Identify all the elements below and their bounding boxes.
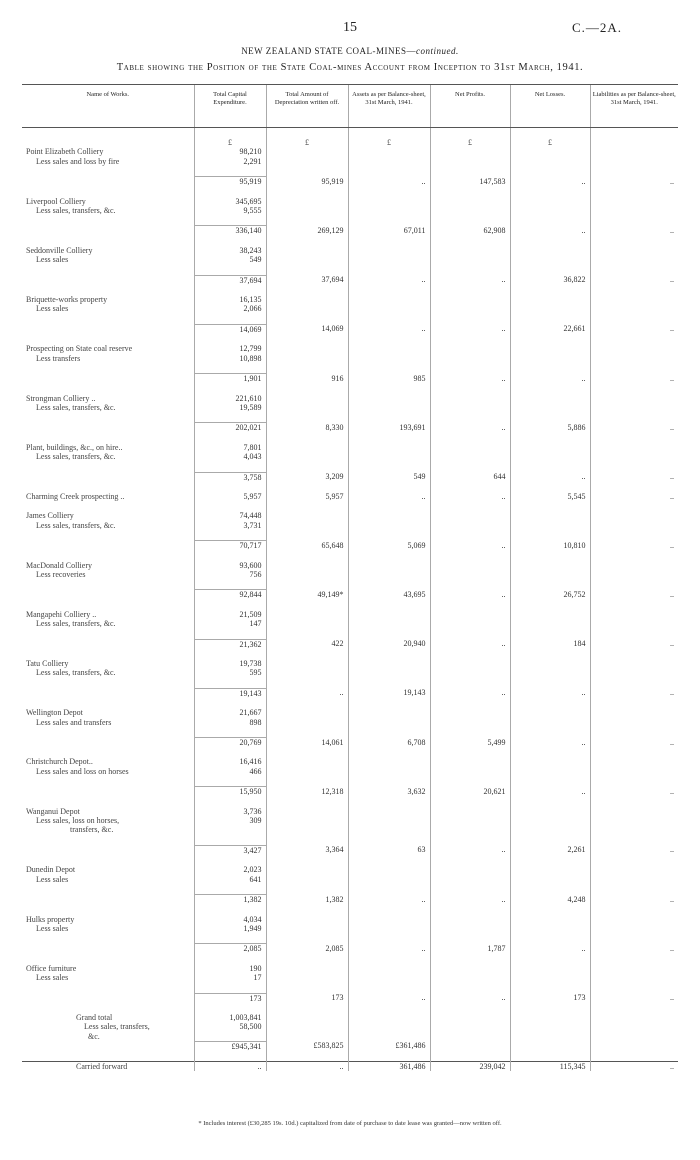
liability-value: .. (590, 688, 678, 698)
capital-gross: 19,738 (194, 659, 266, 668)
capital-deduction: 2,291 (194, 157, 266, 166)
assets-value: .. (348, 324, 430, 334)
assets-value: 63 (348, 845, 430, 855)
assets-value: 985 (348, 374, 430, 384)
col-liabilities: Liabilities as per Balance-sheet, 31st March, 1941. (590, 85, 678, 128)
works-detail-row (22, 561, 678, 570)
works-total-row (22, 374, 678, 384)
works-name: Christchurch Depot.. (26, 757, 93, 767)
loss-value: 2,261 (510, 845, 590, 855)
depreciation-value: 95,919 (266, 177, 348, 187)
depreciation-value: 49,149* (266, 590, 348, 600)
deduction-label (22, 354, 194, 363)
grand-net-capital: £945,341 (194, 1041, 266, 1051)
works-deduction-row (22, 767, 678, 776)
depreciation-value: 37,694 (266, 275, 348, 285)
grand-total-text: Grand total (76, 1012, 113, 1022)
unit-depreciation: £ (266, 138, 348, 147)
assets-value: .. (348, 993, 430, 1003)
works-detail-row (22, 147, 678, 156)
deduction-text: Less sales (36, 973, 69, 983)
works-deduction-row (22, 718, 678, 727)
liability-value: .. (590, 177, 678, 187)
liability-value: .. (590, 787, 678, 797)
works-detail-row (22, 708, 678, 717)
capital-deduction: 466 (194, 767, 266, 776)
deduction-label (22, 206, 194, 215)
works-total-row (22, 324, 678, 334)
liability-value: .. (590, 226, 678, 236)
capital-deduction: 549 (194, 255, 266, 264)
works-deduction-row (22, 924, 678, 933)
works-name: Tatu Colliery (26, 659, 69, 668)
liability-value: .. (590, 895, 678, 905)
works-name: Strongman Colliery .. (26, 393, 96, 403)
works-name: Hulks property (26, 914, 75, 924)
capital-deduction: 641 (194, 875, 266, 884)
capital-deduction: 3,731 (194, 521, 266, 530)
capital-net: 336,140 (194, 226, 266, 236)
works-total-row (22, 226, 678, 236)
profit-value: 147,583 (430, 177, 510, 187)
assets-value: 67,011 (348, 226, 430, 236)
col-depreciation: Total Amount of Depreciation written off. (266, 85, 348, 128)
deduction-text: Less sales and loss by fire (36, 156, 120, 166)
profit-value: .. (430, 639, 510, 649)
capital-net: 15,950 (194, 787, 266, 797)
liability-value: .. (590, 472, 678, 482)
deduction-text: Less transfers (36, 353, 81, 363)
works-total-row (22, 993, 678, 1003)
loss-value: 26,752 (510, 590, 590, 600)
col-name-of-works: Name of Works. (22, 85, 194, 128)
deduction-text: Less sales, transfers, &c. (36, 520, 116, 530)
depreciation-value: 422 (266, 639, 348, 649)
loss-value: .. (510, 738, 590, 748)
table-header-row (22, 85, 678, 128)
depreciation-value: 173 (266, 993, 348, 1003)
works-detail-row (22, 511, 678, 520)
depreciation-value: 2,085 (266, 944, 348, 954)
loss-value: .. (510, 374, 590, 384)
works-detail-row (22, 964, 678, 973)
liability-value: .. (590, 639, 678, 649)
footnote: * Includes interest (£30,285 19s. 10d.) capitalized from date of purchase to date lease was granted—now written off. (198, 1120, 502, 1127)
loss-value: .. (510, 226, 590, 236)
grand-total-deduction-row (22, 1022, 678, 1041)
profit-value: 644 (430, 472, 510, 482)
unit-assets: £ (348, 138, 430, 147)
deduction-label (22, 157, 194, 166)
capital-gross: 4,034 (194, 915, 266, 924)
unit-losses: £ (510, 138, 590, 147)
deduction-text: Less sales (36, 923, 69, 933)
assets-value: 43,695 (348, 590, 430, 600)
liability-value: .. (590, 590, 678, 600)
works-deduction-row (22, 619, 678, 628)
works-detail-row (22, 295, 678, 304)
grand-total-label (22, 1013, 194, 1022)
liability-value: .. (590, 944, 678, 954)
grand-net-row (22, 1041, 678, 1051)
capital-deduction: 19,589 (194, 403, 266, 412)
deduction-text: Less sales, loss on horses, (36, 816, 120, 826)
page-number: 15 (343, 20, 357, 35)
depreciation-value: 14,069 (266, 324, 348, 334)
deduction-label (22, 767, 194, 776)
capital-net: 20,769 (194, 738, 266, 748)
capital-gross: 98,210 (194, 147, 266, 156)
capital-net: 5,957 (194, 492, 266, 501)
works-deduction-row (22, 403, 678, 412)
capital-net: 173 (194, 993, 266, 1003)
works-detail-row (22, 610, 678, 619)
works-total-row (22, 472, 678, 482)
capital-gross: 38,243 (194, 246, 266, 255)
deduction-label (22, 521, 194, 530)
capital-gross: 190 (194, 964, 266, 973)
capital-net: 14,069 (194, 324, 266, 334)
profit-value: 20,621 (430, 787, 510, 797)
loss-value: .. (510, 688, 590, 698)
loss-value: 36,822 (510, 275, 590, 285)
capital-gross: 7,801 (194, 443, 266, 452)
profit-value: .. (430, 845, 510, 855)
capital-gross: 2,023 (194, 865, 266, 874)
works-deduction-row (22, 570, 678, 579)
works-detail-row (22, 197, 678, 206)
works-deduction-row (22, 452, 678, 461)
assets-value: .. (348, 275, 430, 285)
deduction-label (22, 816, 194, 835)
capital-net: 19,143 (194, 688, 266, 698)
col-losses: Net Losses. (510, 85, 590, 128)
grand-net-assets: £361,486 (348, 1041, 430, 1051)
works-name: Wellington Depot (26, 708, 83, 718)
liability-value: .. (590, 993, 678, 1003)
profit-value: 5,499 (430, 738, 510, 748)
col-profits: Net Profits. (430, 85, 510, 128)
works-deduction-row (22, 521, 678, 530)
capital-deduction: 147 (194, 619, 266, 628)
capital-net: 1,901 (194, 374, 266, 384)
grand-total-row (22, 1013, 678, 1022)
deduction-label (22, 255, 194, 264)
profit-value: .. (430, 688, 510, 698)
capital-gross: 16,135 (194, 295, 266, 304)
works-total-row (22, 639, 678, 649)
grand-deduction-text: Less sales, transfers, (84, 1022, 150, 1032)
deduction-text: Less recoveries (36, 569, 86, 579)
works-detail-row (22, 807, 678, 816)
capital-net: 202,021 (194, 423, 266, 433)
grand-net-depreciation: £583,825 (266, 1041, 348, 1051)
capital-net: 95,919 (194, 177, 266, 187)
capital-deduction: 4,043 (194, 452, 266, 461)
deduction-label (22, 924, 194, 933)
assets-value: .. (348, 944, 430, 954)
loss-value: .. (510, 177, 590, 187)
depreciation-value: 12,318 (266, 787, 348, 797)
grand-deduction-text-cont: &c. (88, 1031, 100, 1041)
deduction-label (22, 619, 194, 628)
works-name: Wanganui Depot (26, 806, 80, 816)
assets-value: 3,632 (348, 787, 430, 797)
works-total-row (22, 492, 678, 501)
depreciation-value: 916 (266, 374, 348, 384)
capital-gross: 21,667 (194, 708, 266, 717)
cf-profits: 239,042 (430, 1062, 510, 1072)
capital-deduction: 595 (194, 668, 266, 677)
works-detail-row (22, 865, 678, 874)
works-total-row (22, 738, 678, 748)
assets-value: 5,069 (348, 541, 430, 551)
cf-capital: .. (194, 1062, 266, 1072)
capital-gross: 16,416 (194, 757, 266, 766)
deduction-text: Less sales and transfers (36, 717, 112, 727)
works-total-row (22, 541, 678, 551)
coal-mines-account-table (22, 84, 678, 1071)
deduction-text: Less sales (36, 255, 69, 265)
profit-value: .. (430, 492, 510, 501)
profit-value: .. (430, 275, 510, 285)
depreciation-value: 3,209 (266, 472, 348, 482)
assets-value: .. (348, 492, 430, 501)
capital-gross: 345,695 (194, 197, 266, 206)
works-total-row (22, 944, 678, 954)
works-total-row (22, 688, 678, 698)
works-total-row (22, 590, 678, 600)
works-total-row (22, 423, 678, 433)
works-total-row (22, 895, 678, 905)
capital-gross: 12,799 (194, 344, 266, 353)
assets-value: .. (348, 895, 430, 905)
capital-deduction: 17 (194, 973, 266, 982)
col-capital: Total Capital Expenditure. (194, 85, 266, 128)
liability-value: .. (590, 324, 678, 334)
capital-net: 21,362 (194, 639, 266, 649)
works-name: Liverpool Colliery (26, 196, 86, 206)
table-title: Table showing the Position of the State Coal-mines Account from Inception to 31st March, 1941. (116, 62, 584, 73)
works-deduction-row (22, 354, 678, 363)
depreciation-value: 269,129 (266, 226, 348, 236)
grand-total-capital: 1,003,841 (194, 1013, 266, 1022)
capital-net: 3,427 (194, 845, 266, 855)
capital-deduction: 309 (194, 816, 266, 835)
liability-value: .. (590, 541, 678, 551)
liability-value: .. (590, 374, 678, 384)
works-deduction-row (22, 255, 678, 264)
works-name: Office furniture (26, 963, 77, 973)
depreciation-value: 1,382 (266, 895, 348, 905)
deduction-label (22, 718, 194, 727)
heading-text: NEW ZEALAND STATE COAL-MINES— (241, 46, 417, 56)
deduction-text: Less sales and loss on horses (36, 766, 129, 776)
capital-net: 2,085 (194, 944, 266, 954)
assets-value: 19,143 (348, 688, 430, 698)
liability-value: .. (590, 492, 678, 501)
capital-net: 3,758 (194, 472, 266, 482)
deduction-text-cont: transfers, &c. (70, 825, 114, 835)
deduction-label (22, 973, 194, 982)
loss-value: .. (510, 472, 590, 482)
assets-value: .. (348, 177, 430, 187)
carried-forward-text: Carried forward (76, 1062, 128, 1072)
works-name: Dunedin Depot (26, 865, 76, 875)
works-name: Charming Creek prospecting .. (26, 491, 125, 501)
deduction-label (22, 570, 194, 579)
deduction-label (22, 304, 194, 313)
profit-value: .. (430, 324, 510, 334)
capital-deduction: 1,949 (194, 924, 266, 933)
profit-value: 1,787 (430, 944, 510, 954)
depreciation-value: .. (266, 688, 348, 698)
loss-value: 22,661 (510, 324, 590, 334)
col-assets: Assets as per Balance-sheet, 31st March, 1941. (348, 85, 430, 128)
capital-gross: 21,509 (194, 610, 266, 619)
assets-value: 6,708 (348, 738, 430, 748)
capital-deduction: 2,066 (194, 304, 266, 313)
deduction-label (22, 452, 194, 461)
works-name: Plant, buildings, &c., on hire.. (26, 442, 123, 452)
liability-value: .. (590, 845, 678, 855)
profit-value: .. (430, 993, 510, 1003)
works-deduction-row (22, 668, 678, 677)
cf-assets: 361,486 (348, 1062, 430, 1072)
cf-liabilities: .. (590, 1062, 678, 1072)
assets-value: 20,940 (348, 639, 430, 649)
profit-value: .. (430, 374, 510, 384)
loss-value: .. (510, 787, 590, 797)
depreciation-value: 5,957 (266, 492, 348, 501)
assets-value: 549 (348, 472, 430, 482)
capital-deduction: 756 (194, 570, 266, 579)
works-detail-row (22, 443, 678, 452)
works-deduction-row (22, 304, 678, 313)
deduction-text: Less sales, transfers, &c. (36, 402, 116, 412)
works-detail-row (22, 246, 678, 255)
profit-value: .. (430, 895, 510, 905)
deduction-text: Less sales, transfers, &c. (36, 619, 116, 629)
capital-deduction: 10,898 (194, 354, 266, 363)
unit-capital: £ (194, 138, 266, 147)
deduction-text: Less sales, transfers, &c. (36, 206, 116, 216)
liability-value: .. (590, 738, 678, 748)
works-name: MacDonald Colliery (26, 560, 92, 570)
grand-deduction-capital: 58,500 (194, 1022, 266, 1041)
capital-gross: 3,736 (194, 807, 266, 816)
works-detail-row (22, 659, 678, 668)
deduction-label (22, 668, 194, 677)
works-detail-row (22, 757, 678, 766)
cf-depreciation: .. (266, 1062, 348, 1072)
depreciation-value: 14,061 (266, 738, 348, 748)
works-detail-row (22, 394, 678, 403)
loss-value: 184 (510, 639, 590, 649)
works-total-row (22, 845, 678, 855)
deduction-text: Less sales, transfers, &c. (36, 668, 116, 678)
deduction-text: Less sales (36, 304, 69, 314)
works-deduction-row (22, 973, 678, 982)
liability-value: .. (590, 423, 678, 433)
page-reference: C.—2A. (571, 20, 622, 35)
profit-value: .. (430, 590, 510, 600)
capital-gross: 93,600 (194, 561, 266, 570)
capital-net: 1,382 (194, 895, 266, 905)
loss-value: 173 (510, 993, 590, 1003)
unit-profits: £ (430, 138, 510, 147)
works-detail-row (22, 915, 678, 924)
loss-value: 4,248 (510, 895, 590, 905)
carried-forward-row (22, 1062, 678, 1072)
deduction-text: Less sales, transfers, &c. (36, 452, 116, 462)
works-detail-row (22, 344, 678, 353)
grand-deduction-label (22, 1022, 194, 1041)
loss-value: 10,810 (510, 541, 590, 551)
works-name: James Colliery (26, 511, 74, 521)
depreciation-value: 8,330 (266, 423, 348, 433)
works-name: Seddonville Colliery (26, 245, 93, 255)
deduction-label (22, 875, 194, 884)
loss-value: 5,886 (510, 423, 590, 433)
capital-net: 92,844 (194, 590, 266, 600)
depreciation-value: 3,364 (266, 845, 348, 855)
deduction-label (22, 403, 194, 412)
works-deduction-row (22, 206, 678, 215)
profit-value: .. (430, 541, 510, 551)
heading-continued: continued. (416, 46, 459, 56)
deduction-text: Less sales (36, 874, 69, 884)
works-deduction-row (22, 875, 678, 884)
works-name: Briquette-works property (26, 295, 108, 305)
works-total-row (22, 275, 678, 285)
cf-losses: 115,345 (510, 1062, 590, 1072)
units-row (22, 138, 678, 147)
profit-value: 62,908 (430, 226, 510, 236)
works-name: Point Elizabeth Colliery (26, 147, 104, 157)
works-deduction-row (22, 816, 678, 835)
capital-gross: 221,610 (194, 394, 266, 403)
capital-deduction: 898 (194, 718, 266, 727)
capital-gross: 74,448 (194, 511, 266, 520)
loss-value: 5,545 (510, 492, 590, 501)
capital-deduction: 9,555 (194, 206, 266, 215)
depreciation-value: 65,648 (266, 541, 348, 551)
assets-value: 193,691 (348, 423, 430, 433)
document-heading (0, 46, 700, 56)
liability-value: .. (590, 275, 678, 285)
works-name: Prospecting on State coal reserve (26, 344, 133, 354)
capital-net: 70,717 (194, 541, 266, 551)
profit-value: .. (430, 423, 510, 433)
loss-value: .. (510, 944, 590, 954)
works-name: Mangapehi Colliery .. (26, 609, 97, 619)
capital-net: 37,694 (194, 275, 266, 285)
works-total-row (22, 177, 678, 187)
works-deduction-row (22, 157, 678, 166)
carried-forward-label (22, 1062, 194, 1072)
works-total-row (22, 787, 678, 797)
